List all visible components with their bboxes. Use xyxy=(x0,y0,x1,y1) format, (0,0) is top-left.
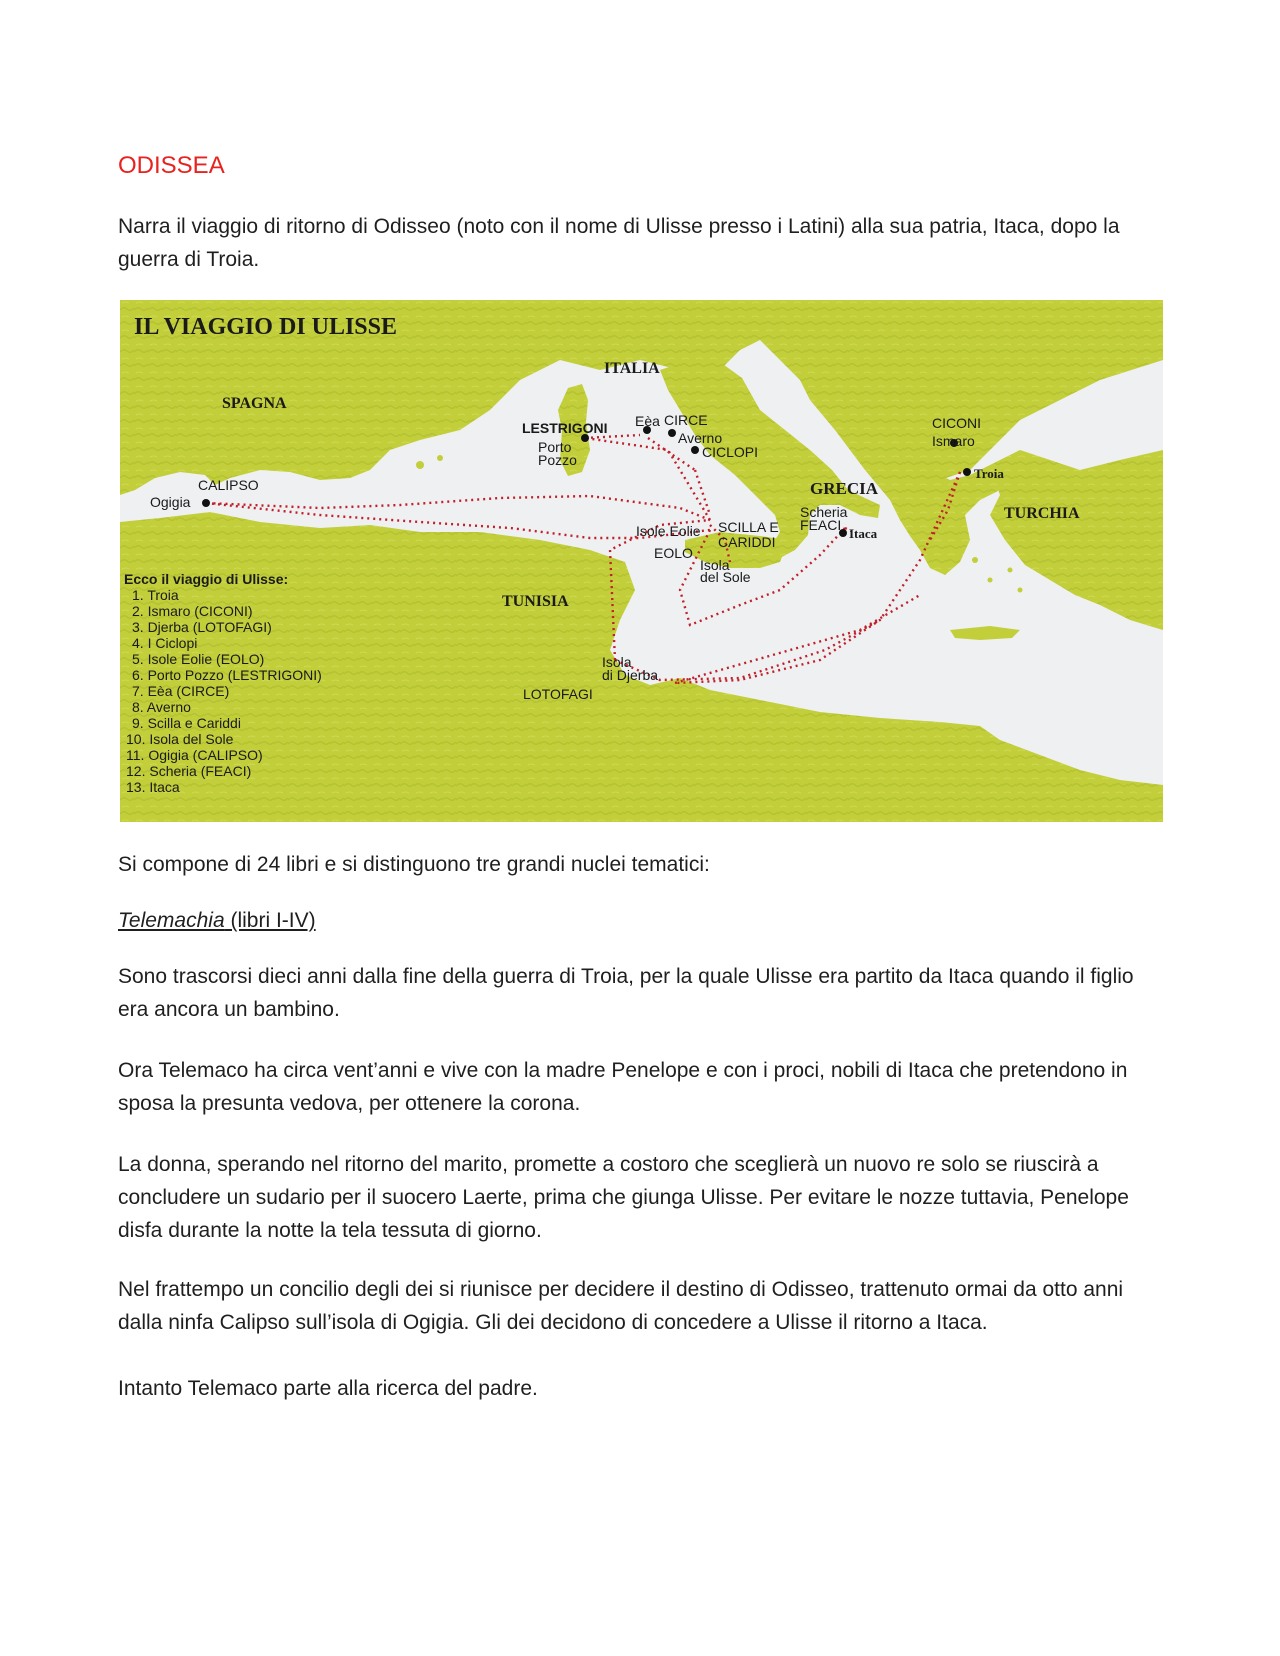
label-isola-djerba-1: Isola xyxy=(602,654,632,670)
label-isola-sole-1: Isola xyxy=(700,557,730,573)
legend-item: 2. Ismaro (CICONI) xyxy=(132,603,253,619)
legend-item: 12. Scheria (FEACI) xyxy=(126,763,252,779)
legend-item: 8. Averno xyxy=(132,699,191,715)
marker-ciclopi xyxy=(691,446,699,454)
body-paragraph: Nel frattempo un concilio degli dei si riunisce per decidere il destino di Odisseo, trattenuto ormai da otto anni dalla ninfa Calipso sull’isola di Ogigia. Gli dei decidono di concedere a Ulisse il ritorno a Itaca. xyxy=(118,1278,1124,1334)
region-italia: ITALIA xyxy=(604,360,660,377)
label-circe: CIRCE xyxy=(664,412,708,428)
island-dot xyxy=(927,552,933,558)
legend-item: 5. Isole Eolie (EOLO) xyxy=(132,651,265,667)
section-range: (libri I-IV) xyxy=(224,909,316,932)
label-averno: Averno xyxy=(678,430,723,446)
map-svg xyxy=(120,300,1163,822)
legend-item: 6. Porto Pozzo (LESTRIGONI) xyxy=(132,667,322,683)
label-itaca: Itaca xyxy=(849,526,878,541)
legend-title: Ecco il viaggio di Ulisse: xyxy=(124,571,289,587)
region-spagna: SPAGNA xyxy=(222,395,287,412)
marker-ogigia xyxy=(202,499,210,507)
label-ogigia: Ogigia xyxy=(150,494,191,510)
island-dot xyxy=(1018,588,1023,593)
island-dot xyxy=(1033,553,1038,558)
composition-paragraph: Si compone di 24 libri e si distinguono tre grandi nuclei tematici: xyxy=(118,853,710,876)
map-title: IL VIAGGIO DI ULISSE xyxy=(134,314,397,340)
island-dot xyxy=(1008,568,1013,573)
region-tunisia: TUNISIA xyxy=(502,593,569,610)
legend-item: 1. Troia xyxy=(132,587,179,603)
section-heading-telemachia xyxy=(118,904,1168,937)
label-eea: Eèa xyxy=(635,413,660,429)
region-grecia: GRECIA xyxy=(810,479,879,498)
label-calipso: CALIPSO xyxy=(198,477,259,493)
label-porto: Porto xyxy=(538,439,572,455)
body-paragraph: Intanto Telemaco parte alla ricerca del padre. xyxy=(118,1377,538,1400)
region-turchia: TURCHIA xyxy=(1004,505,1080,522)
legend-item: 13. Itaca xyxy=(126,779,180,795)
label-isole-eolie: Isole Eolie xyxy=(636,523,701,539)
legend-item: 4. I Ciclopi xyxy=(132,635,198,651)
island-dot xyxy=(416,461,424,469)
legend-item: 3. Djerba (LOTOFAGI) xyxy=(132,619,272,635)
marker-averno xyxy=(668,429,676,437)
label-isola-sole-2: del Sole xyxy=(700,569,751,585)
island-dot xyxy=(988,578,993,583)
label-lotofagi: LOTOFAGI xyxy=(523,686,593,702)
marker-troia xyxy=(963,468,971,476)
ulysses-journey-map xyxy=(120,300,1163,822)
document-title: ODISSEA xyxy=(118,152,225,179)
label-troia: Troia xyxy=(974,466,1004,481)
legend-item: 10. Isola del Sole xyxy=(126,731,234,747)
body-paragraph: La donna, sperando nel ritorno del marito, promette a costoro che sceglierà un nuovo re solo se riuscirà a concludere un sudario per il suocero Laerte, prima che giunga Ulisse. Per evitare le nozze tuttavia, Penelope disfa durante la notte la tela tessuta di giorno. xyxy=(118,1153,1129,1242)
body-paragraph: Ora Telemaco ha circa vent’anni e vive con la madre Penelope e con i proci, nobili di Itaca che pretendono in sposa la presunta vedova, per ottenere la corona. xyxy=(118,1059,1128,1115)
label-scilla: SCILLA E xyxy=(718,519,779,535)
label-ciclopi: CICLOPI xyxy=(702,444,759,460)
label-scheria: Scheria xyxy=(800,504,848,520)
label-feaci: FEACI xyxy=(800,517,842,533)
label-ismaro: Ismaro xyxy=(932,433,975,449)
legend-item: 7. Eèa (CIRCE) xyxy=(132,683,230,699)
label-ciconi: CICONI xyxy=(932,415,981,431)
island-dot xyxy=(437,455,443,461)
label-lestrigoni: LESTRIGONI xyxy=(522,420,608,436)
island-dot xyxy=(972,557,978,563)
body-paragraph: Sono trascorsi dieci anni dalla fine della guerra di Troia, per la quale Ulisse era partito da Itaca quando il figlio era ancora un bambino. xyxy=(118,965,1134,1021)
label-eolo: EOLO xyxy=(654,545,693,561)
label-isola-djerba-2: di Djerba xyxy=(602,667,659,683)
label-cariddi: CARIDDI xyxy=(718,534,776,550)
legend-item: 11. Ogigia (CALIPSO) xyxy=(126,747,263,763)
section-name: Telemachia xyxy=(118,909,225,932)
legend-item: 9. Scilla e Cariddi xyxy=(132,715,241,731)
label-pozzo: Pozzo xyxy=(538,452,577,468)
intro-paragraph: Narra il viaggio di ritorno di Odisseo (noto con il nome di Ulisse presso i Latini) alla sua patria, Itaca, dopo la guerra di Troia. xyxy=(118,215,1120,271)
